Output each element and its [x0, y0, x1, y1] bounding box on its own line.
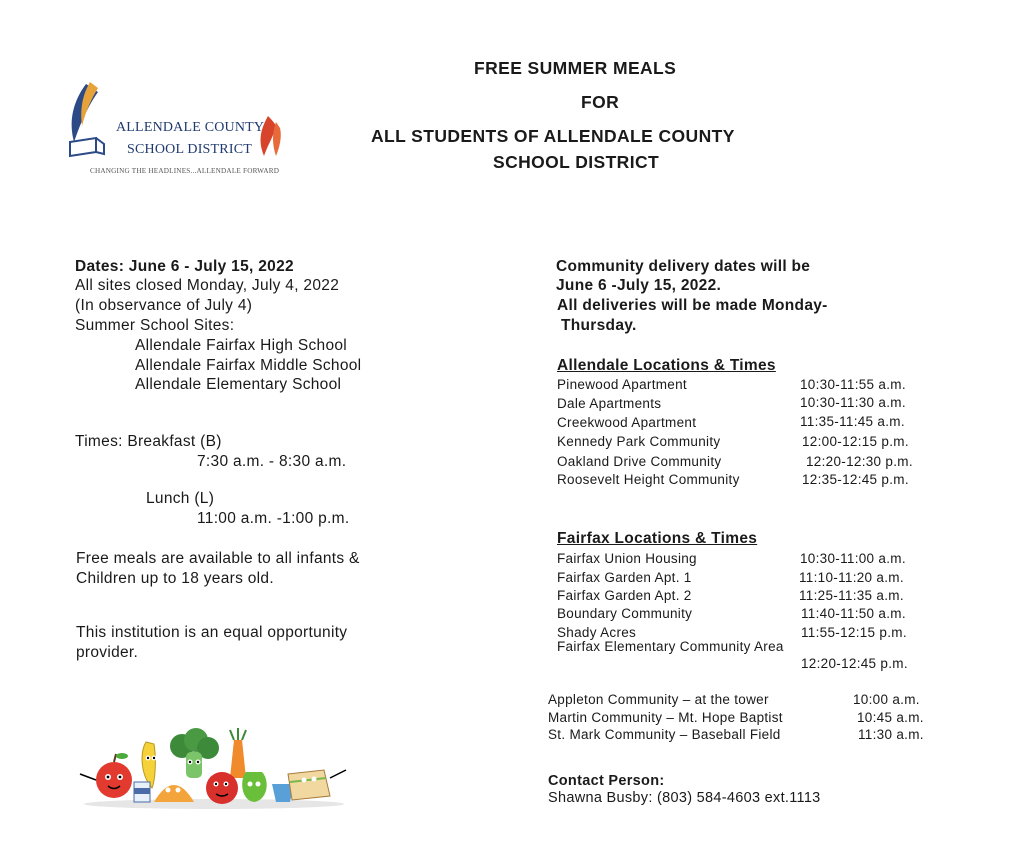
- location-time: 11:40-11:50 a.m.: [801, 606, 906, 621]
- location-time: 11:35-11:45 a.m.: [800, 414, 905, 429]
- location-time: 10:30-11:30 a.m.: [800, 395, 906, 410]
- delivery-line4: Thursday.: [561, 317, 637, 334]
- location-time: 10:30-11:55 a.m.: [800, 377, 906, 392]
- free-meals-line2: Children up to 18 years old.: [76, 570, 274, 587]
- breakfast-time: 7:30 a.m. - 8:30 a.m.: [197, 453, 347, 470]
- location-name: Martin Community – Mt. Hope Baptist: [548, 710, 783, 725]
- title-line1: FREE SUMMER MEALS: [474, 58, 677, 78]
- location-time: 12:00-12:15 p.m.: [802, 434, 909, 449]
- location-name: St. Mark Community – Baseball Field: [548, 727, 781, 742]
- site-item: Allendale Fairfax Middle School: [135, 357, 362, 374]
- location-name: Shady Acres: [557, 625, 637, 640]
- location-time: 12:20-12:30 p.m.: [806, 454, 913, 469]
- location-time: 11:25-11:35 a.m.: [799, 588, 904, 603]
- times-label: Times: Breakfast (B): [75, 433, 222, 450]
- location-name: Oakland Drive Community: [557, 454, 722, 469]
- title-line2: FOR: [581, 92, 620, 112]
- equal-opportunity-line1: This institution is an equal opportunity: [76, 624, 348, 641]
- location-time: 11:10-11:20 a.m.: [799, 570, 904, 585]
- location-name: Creekwood Apartment: [557, 415, 697, 430]
- district-logo: [64, 80, 294, 180]
- location-name: Fairfax Union Housing: [557, 551, 697, 566]
- location-time: 10:45 a.m.: [857, 710, 924, 725]
- location-name: Dale Apartments: [557, 396, 662, 411]
- delivery-line1: Community delivery dates will be: [556, 258, 811, 275]
- equal-opportunity-line2: provider.: [76, 644, 139, 661]
- logo-tagline: CHANGING THE HEADLINES...ALLENDALE FORWARD: [90, 167, 280, 175]
- allendale-heading: Allendale Locations & Times: [557, 357, 776, 374]
- delivery-line2: June 6 -July 15, 2022.: [556, 277, 722, 294]
- location-name: Appleton Community – at the tower: [548, 692, 769, 707]
- location-time: 12:35-12:45 p.m.: [802, 472, 909, 487]
- contact-value: Shawna Busby: (803) 584-4603 ext.1113: [548, 790, 821, 806]
- lunch-label: Lunch (L): [146, 490, 215, 507]
- free-meals-line1: Free meals are available to all infants &: [76, 550, 360, 567]
- title-line4: SCHOOL DISTRICT: [493, 152, 660, 172]
- location-name: Pinewood Apartment: [557, 377, 687, 392]
- dates-text: Dates: June 6 - July 15, 2022: [75, 258, 294, 275]
- food-characters-illustration: [74, 722, 354, 812]
- sites-label: Summer School Sites:: [75, 317, 235, 334]
- location-name: Roosevelt Height Community: [557, 472, 740, 487]
- location-name: Fairfax Garden Apt. 1: [557, 570, 692, 585]
- site-item: Allendale Fairfax High School: [135, 337, 348, 354]
- observance-text: (In observance of July 4): [75, 297, 253, 314]
- delivery-line3: All deliveries will be made Monday-: [557, 297, 828, 314]
- site-item: Allendale Elementary School: [135, 376, 342, 393]
- location-name: Fairfax Garden Apt. 2: [557, 588, 692, 603]
- logo-line1: ALLENDALE COUNTY: [116, 120, 265, 135]
- fairfax-elementary-name: Fairfax Elementary Community Area: [557, 639, 784, 654]
- logo-line2: SCHOOL DISTRICT: [127, 142, 252, 157]
- location-time: 11:30 a.m.: [858, 727, 924, 742]
- location-name: Kennedy Park Community: [557, 434, 721, 449]
- lunch-time: 11:00 a.m. -1:00 p.m.: [197, 510, 350, 527]
- title-line3: ALL STUDENTS OF ALLENDALE COUNTY: [371, 126, 735, 146]
- location-time: 11:55-12:15 p.m.: [801, 625, 907, 640]
- contact-label: Contact Person:: [548, 773, 665, 789]
- fairfax-heading: Fairfax Locations & Times: [557, 530, 758, 547]
- location-time: 10:30-11:00 a.m.: [800, 551, 906, 566]
- location-time: 10:00 a.m.: [853, 692, 920, 707]
- closed-text: All sites closed Monday, July 4, 2022: [75, 277, 340, 294]
- location-name: Boundary Community: [557, 606, 693, 621]
- fairfax-elementary-time: 12:20-12:45 p.m.: [801, 656, 908, 671]
